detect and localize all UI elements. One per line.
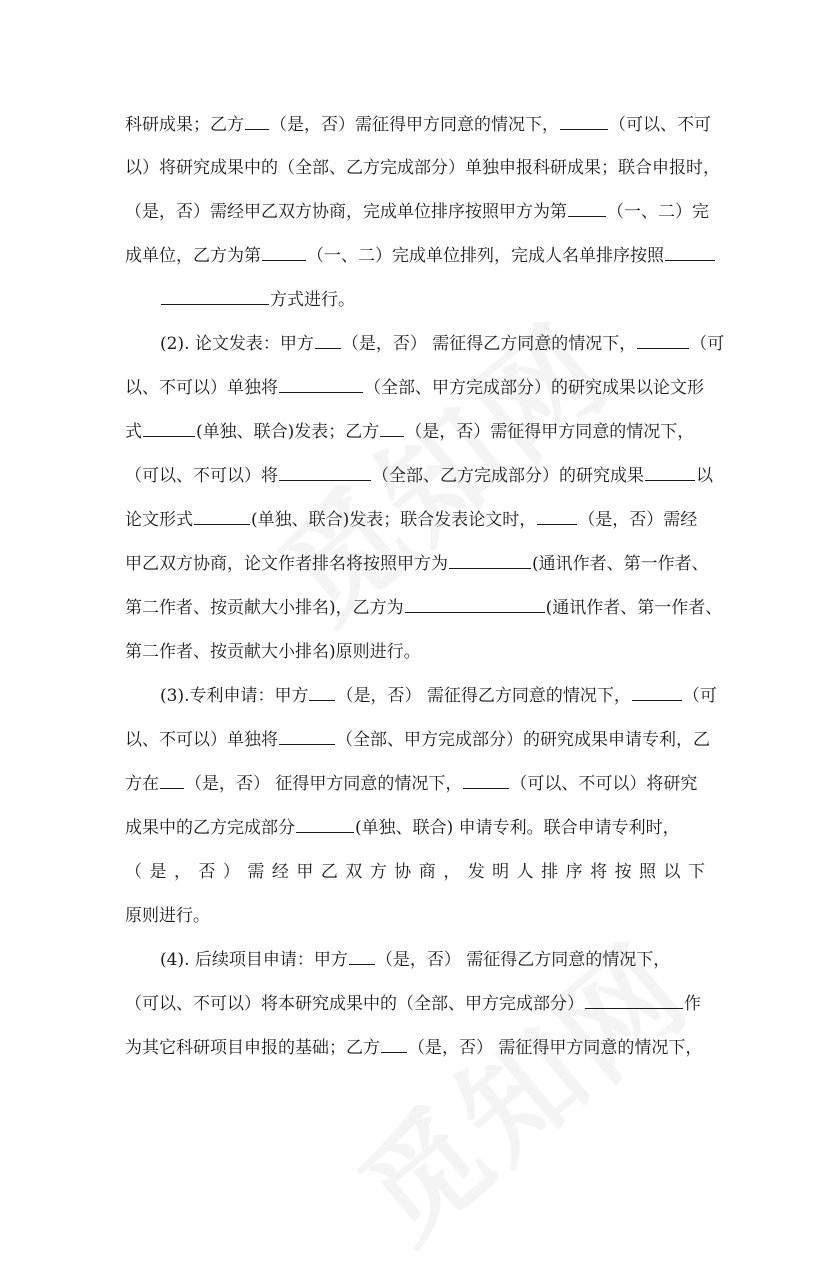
text-line: （可以、不可以）将 （全部、乙方完成部分）的研究成果 以 [125, 466, 713, 486]
text-line: 以）将研究成果中的（全部、乙方完成部分）单独申报科研成果；联合申报时， [125, 158, 720, 178]
blank-field [645, 464, 695, 481]
blank-field [309, 684, 335, 701]
text-line: 第二作者、按贡献大小排名)，乙方为 (通讯作者、第一作者、 [125, 598, 723, 618]
text-line: 科研成果；乙方 （是，否）需征得甲方同意的情况下， （可以、不可 [125, 115, 711, 135]
text-line: 成单位，乙方为第 （一、二）完成单位排列，完成人名单排序按照 [125, 244, 705, 268]
blank-field [560, 113, 608, 130]
text-line: 论文形式 (单独、联合)发表；联合发表论文时， （是，否）需经 [125, 510, 698, 530]
text-line: 以、不可以）单独将 （全部、甲方完成部分）的研究成果申请专利，乙 [125, 730, 710, 750]
blank-field [568, 200, 606, 217]
blank-field [279, 376, 363, 393]
blank-field [245, 113, 269, 130]
text-line: (4). 后续项目申请：甲方 （是，否） 需征得乙方同意的情况下， [160, 950, 671, 970]
text-line: （是，否）需经甲乙双方协商，发明人排序将按照以下 [125, 862, 705, 882]
blank-field [262, 244, 306, 261]
blank-field [194, 508, 250, 525]
blank-field [585, 992, 683, 1009]
blank-field [143, 420, 195, 437]
blank-field [279, 728, 335, 745]
blank-field [381, 1036, 407, 1053]
text-line: 原则进行。 [125, 906, 210, 926]
blank-field [380, 420, 404, 437]
blank-field [665, 244, 715, 261]
blank-field [463, 772, 509, 789]
text-line: 以、不可以）单独将 （全部、甲方完成部分）的研究成果以论文形 [125, 378, 704, 398]
blank-field [279, 464, 371, 481]
blank-field [537, 508, 577, 525]
blank-field [632, 684, 682, 701]
text-line: 为其它科研项目申报的基础；乙方 （是，否） 需征得甲方同意的情况下， [125, 1038, 703, 1058]
text-line: （是，否）需经甲乙双方协商，完成单位排序按照甲方为第 （一、二）完 [125, 202, 709, 222]
text-line: 甲乙双方协商，论文作者排名将按照甲方为 (通讯作者、第一作者、 [125, 554, 709, 574]
text-line: 方式进行。 [160, 288, 705, 312]
text-line: (3).专利申请：甲方 （是，否） 需征得乙方同意的情况下， （可 [160, 686, 717, 706]
blank-field [449, 552, 531, 569]
text-line: 方在 （是，否） 征得甲方同意的情况下， （可以、不可以）将研究 [125, 774, 698, 794]
blank-field [161, 288, 269, 305]
text-line: 成果中的乙方完成部分 (单独、联合) 申请专利。联合申请专利时， [125, 818, 680, 838]
blank-field [405, 596, 545, 613]
blank-field [637, 332, 689, 349]
blank-field [315, 332, 341, 349]
text-line: 第二作者、按贡献大小排名)原则进行。 [125, 642, 421, 662]
text-line: 式 (单独、联合)发表；乙方 （是，否）需征得甲方同意的情况下， [125, 422, 695, 442]
blank-field [296, 816, 354, 833]
blank-field [160, 772, 184, 789]
text-line: (2). 论文发表：甲方 （是，否） 需征得乙方同意的情况下， （可 [160, 334, 725, 354]
blank-field [349, 948, 375, 965]
text-line: （可以、不可以）将本研究成果中的（全部、甲方完成部分） 作 [125, 994, 701, 1014]
